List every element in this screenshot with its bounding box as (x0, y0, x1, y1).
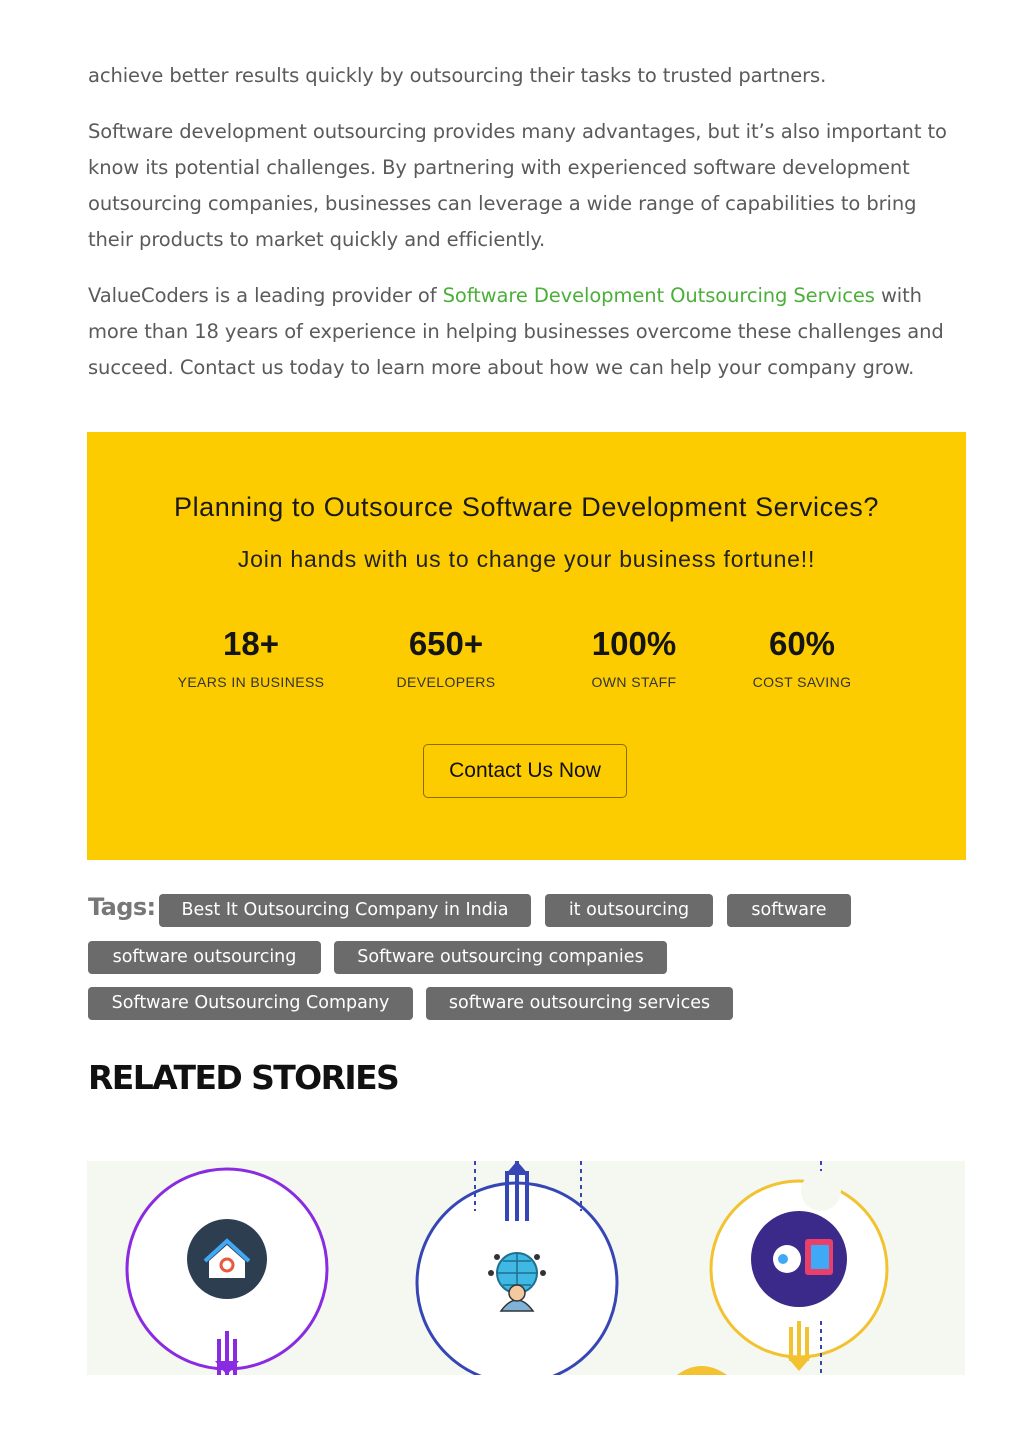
tag-link[interactable]: it outsourcing (545, 894, 713, 927)
stat-value: 18+ (223, 625, 279, 662)
banner-subtitle: Join hands with us to change your business fortune!! (237, 546, 816, 572)
banner-title: Planning to Outsource Software Development Services? (173, 492, 880, 522)
tag-link[interactable]: Software outsourcing companies (334, 941, 667, 974)
support-agent-icon (751, 1211, 847, 1307)
related-story-illustration (87, 1161, 965, 1375)
stat-value: 60% (768, 625, 836, 662)
stat-value: 650+ (408, 625, 484, 662)
paragraph-text: ValueCoders is a leading provider of (88, 284, 443, 307)
article-paragraph: Software development outsourcing provides many advantages, but it’s also important to know its potential challenges. By partnering with experienced software development outsourcing companies, businesses can leverage a wide range of capabilities to bring their products to market quickly and efficiently. (88, 120, 947, 251)
article-paragraph (88, 278, 966, 386)
tag-link[interactable]: Software Outsourcing Company (88, 987, 413, 1020)
software-outsourcing-services-link[interactable]: Software Development Outsourcing Services (442, 284, 875, 307)
tag-link[interactable]: software outsourcing services (426, 987, 733, 1020)
paragraph-text: with more than 18 years of experience in helping businesses overcome these challenges and succeed. Contact us today to learn more about how we can help your company grow. (88, 284, 944, 379)
stat-label: DEVELOPERS (396, 674, 496, 690)
stat-own-staff (544, 624, 724, 690)
tag-link[interactable]: software (727, 894, 851, 927)
stat-label: COST SAVING (752, 674, 852, 690)
stat-developers (356, 624, 536, 690)
tag-link[interactable]: Best It Outsourcing Company in India (159, 894, 531, 927)
article-paragraph: achieve better results quickly by outsourcing their tasks to trusted partners. (88, 64, 827, 87)
stat-years (161, 624, 341, 690)
stat-cost-saving (712, 624, 892, 690)
stat-label: YEARS IN BUSINESS (177, 674, 325, 690)
stat-value: 100% (591, 625, 677, 662)
contact-us-button[interactable]: Contact Us Now (423, 744, 627, 798)
related-stories-heading: RELATED STORIES (88, 1058, 399, 1097)
tag-link[interactable]: software outsourcing (88, 941, 321, 974)
tags-label: Tags: (88, 893, 156, 921)
related-story-image[interactable] (87, 1161, 965, 1375)
stat-label: OWN STAFF (591, 674, 677, 690)
